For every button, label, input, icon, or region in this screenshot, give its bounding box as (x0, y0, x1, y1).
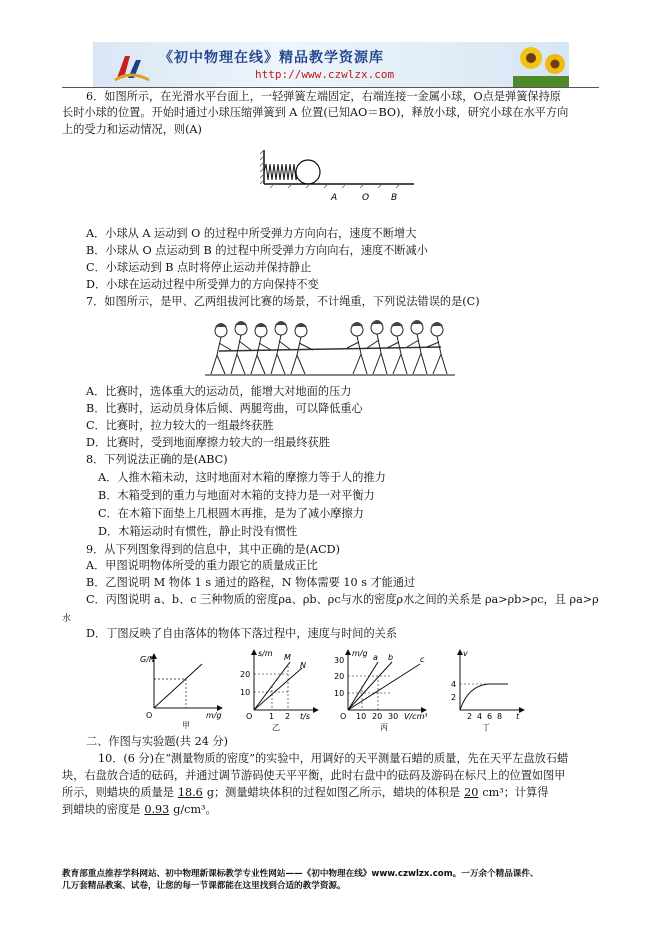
bing-xtick-30: 30 (388, 712, 399, 721)
ding-xtick-8: 8 (497, 712, 503, 721)
jia-caption: 甲 (182, 721, 190, 730)
graph-bing (328, 646, 436, 732)
ding-xtick-4: 4 (477, 712, 483, 721)
yi-origin: O (246, 712, 253, 721)
q6-option-d: D．小球在运动过程中所受弹力的方向保持不变 (86, 278, 319, 291)
q10-line2: 块，右盘放合适的砝码，并通过调节游码使天平平衡，此时右盘中的砝码及游码在标尺上的位置如图甲 (62, 769, 566, 782)
bing-series-b: b (388, 653, 394, 662)
page-footer (62, 868, 602, 892)
q6-stem-line2: 长时小球的位置。开始时通过小球压缩弹簧到 A 位置(已知AO＝BO)，释放小球，研究小球在水平方向 (62, 106, 569, 119)
jia-xlabel: m/g (206, 711, 222, 720)
yi-series-m: M (284, 653, 291, 662)
graph-ding (444, 646, 530, 732)
q6-spring-figure (258, 148, 418, 206)
section2-heading: 二、作图与实验题(共 24 分) (86, 735, 228, 748)
yi-xtick-2: 2 (285, 712, 291, 721)
bing-xlabel: V/cm³ (404, 712, 428, 721)
bing-origin: O (340, 712, 347, 721)
bing-ytick-20: 20 (334, 672, 345, 681)
q8-option-c: C．在木箱下面垫上几根圆木再推，是为了减小摩擦力 (98, 507, 364, 520)
yi-caption: 乙 (272, 723, 280, 732)
bing-series-a: a (373, 653, 378, 662)
ding-ylabel: v (463, 649, 468, 658)
q8-option-a: A．人推木箱未动，这时地面对木箱的摩擦力等于人的推力 (98, 471, 386, 484)
label-o: O (362, 193, 370, 203)
label-b: B (391, 193, 398, 203)
yi-xlabel: t/s (300, 712, 310, 721)
q8-option-b: B．木箱受到的重力与地面对木箱的支持力是一对平衡力 (98, 489, 375, 502)
q10-line1: 10．(6 分)在“测量物质的密度”的实验中，用调好的天平测量石蜡的质量，先在天平左盘放石蜡 (98, 752, 569, 765)
footer-line1: 教育部重点推荐学科网站、初中物理新课标教学专业性网站——《初中物理在线》www.czwlzx.com。一万余个精品课件、 (62, 869, 539, 879)
yi-ylabel: s/m (258, 649, 273, 658)
graph-yi (234, 646, 324, 732)
q6-option-a: A．小球从 A 运动到 O 的过程中所受弹力方向向右，速度不断增大 (86, 227, 417, 240)
ding-xtick-6: 6 (487, 712, 493, 721)
header-divider (62, 87, 599, 88)
yi-ytick-20: 20 (240, 670, 251, 679)
site-logo-icon (111, 46, 151, 86)
q9-option-b: B．乙图说明 M 物体 1 s 通过的路程，N 物体需要 10 s 才能通过 (86, 576, 416, 589)
jia-ylabel: G/N (140, 655, 155, 664)
ding-caption: 丁 (482, 723, 490, 732)
q10-answer-volume: 20 (464, 786, 479, 799)
bing-caption: 丙 (380, 723, 388, 732)
q10-line4: 到蜡块的密度是 0.93 g/cm³。 (62, 803, 217, 816)
q7-option-c: C．比赛时，拉力较大的一组最终获胜 (86, 419, 274, 432)
bing-xtick-10: 10 (356, 712, 367, 721)
graph-jia (138, 648, 230, 732)
q7-option-b: B．比赛时，运动员身体后倾、两腿弯曲，可以降低重心 (86, 402, 363, 415)
q7-option-d: D．比赛时，受到地面摩擦力较大的一组最终获胜 (86, 436, 330, 449)
header-banner (93, 42, 569, 88)
ding-xlabel: t (516, 712, 520, 721)
q8-option-d: D．木箱运动时有惯性，静止时没有惯性 (98, 525, 298, 538)
yi-xtick-1: 1 (269, 712, 275, 721)
q9-option-c-wrap: 水 (62, 614, 72, 624)
jia-origin: O (146, 711, 153, 720)
q8-stem: 8．下列说法正确的是(ABC) (86, 453, 228, 466)
q6-option-c: C．小球运动到 B 点时将停止运动并保持静止 (86, 261, 312, 274)
ding-ytick-2: 2 (451, 693, 457, 702)
bing-ytick-30: 30 (334, 656, 345, 665)
sunflower-icon (513, 42, 569, 88)
q6-stem-line1: 6．如图所示，在光滑水平台面上，一轻弹簧左端固定，右端连接一金属小球，O点是弹簧保持原 (86, 90, 561, 103)
ding-xtick-2: 2 (467, 712, 473, 721)
q9-option-a: A．甲图说明物体所受的重力跟它的质量成正比 (86, 559, 318, 572)
yi-ytick-10: 10 (240, 688, 251, 697)
bing-ytick-10: 10 (334, 689, 345, 698)
bing-xtick-20: 20 (372, 712, 383, 721)
q10-answer-density: 0.93 (144, 803, 170, 816)
label-a: A (331, 193, 338, 203)
q6-stem-line3: 上的受力和运动情况，则(A) (62, 123, 202, 136)
header-title: 《初中物理在线》精品教学资源库 (159, 50, 384, 66)
bing-ylabel: m/g (352, 649, 368, 658)
q10-answer-mass: 18.6 (177, 786, 203, 799)
footer-line2: 几万套精品教案、试卷，让您的每一节课都能在这里找到合适的教学资源。 (62, 881, 346, 891)
q9-option-c: C．丙图说明 a、b、c 三种物质的密度ρa、ρb、ρc与水的密度ρ水之间的关系是 ρa>ρb>ρc，且 ρa>ρ (86, 593, 599, 606)
q6-option-b: B．小球从 O 点运动到 B 的过程中所受弹力方向向右，速度不断减小 (86, 244, 428, 257)
bing-series-c: c (420, 655, 425, 664)
q7-stem: 7．如图所示，是甲、乙两组拔河比赛的场景，不计绳重，下列说法错误的是(C) (86, 295, 480, 308)
ding-ytick-4: 4 (451, 680, 457, 689)
yi-series-n: N (300, 661, 306, 670)
header-url: http://www.czwlzx.com (255, 68, 395, 81)
q7-option-a: A．比赛时，选体重大的运动员，能增大对地面的压力 (86, 385, 352, 398)
tug-of-war-figure (205, 317, 455, 379)
q9-option-d: D．丁图反映了自由落体的物体下落过程中，速度与时间的关系 (86, 627, 398, 640)
q9-stem: 9．从下列图象得到的信息中，其中正确的是(ACD) (86, 543, 341, 556)
q10-line3: 所示，则蜡块的质量是 18.6 g；测量蜡块体积的过程如图乙所示，蜡块的体积是 20 cm³；计算得 (62, 786, 549, 799)
